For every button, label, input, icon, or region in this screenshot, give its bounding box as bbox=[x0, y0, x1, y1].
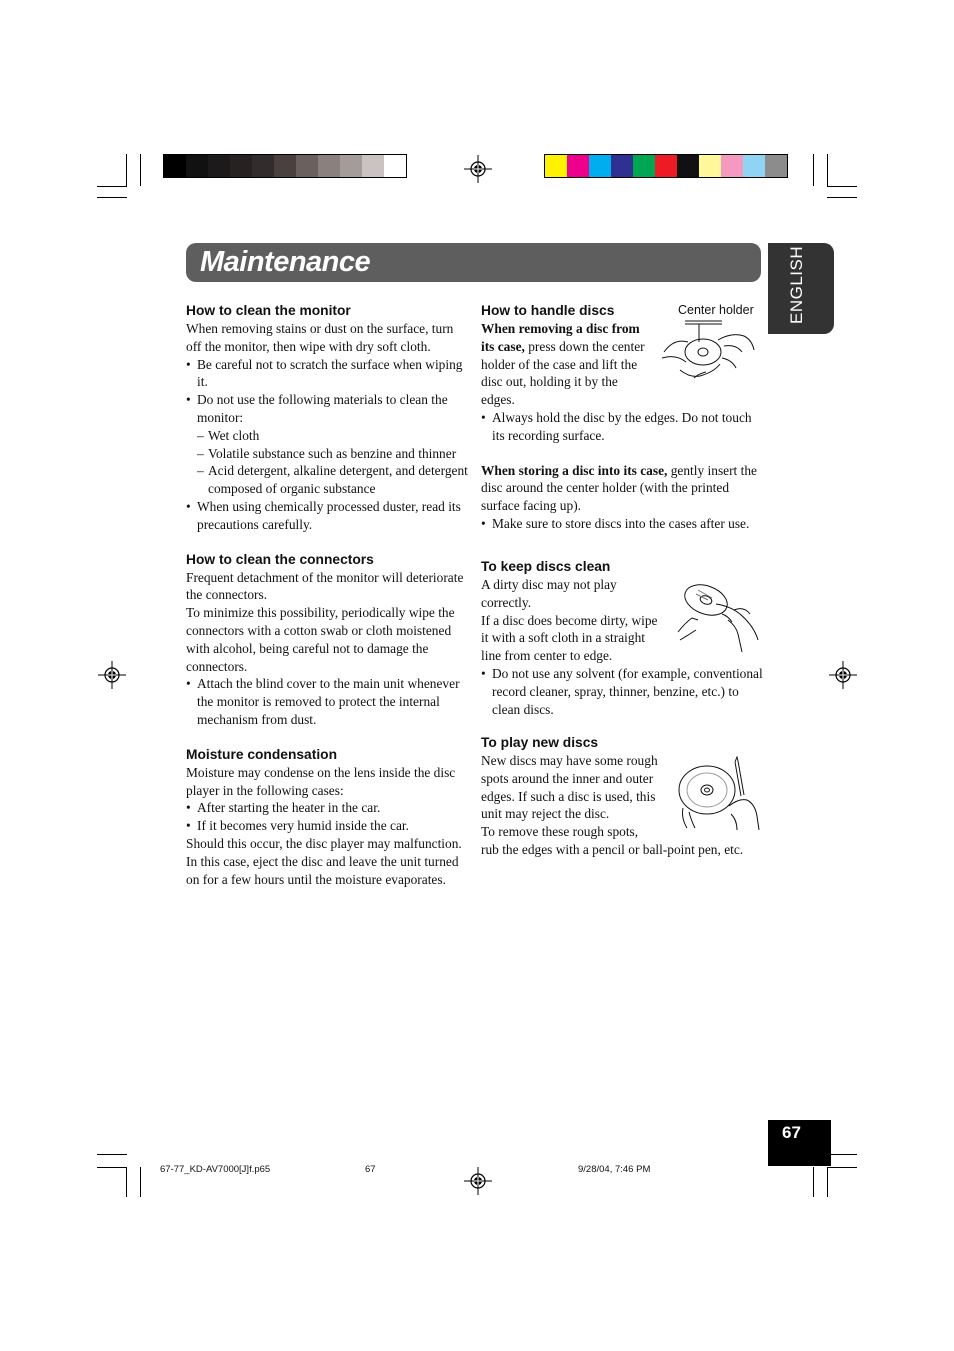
gray-swatch bbox=[186, 155, 208, 177]
title-banner bbox=[186, 243, 761, 282]
spacer bbox=[186, 729, 468, 746]
bullet-item: • Attach the blind cover to the main unit whenever the monitor is removed to protect the internal mechanism from dust. bbox=[186, 675, 468, 728]
bullet-item: • Always hold the disc by the edges. Do not touch its recording surface. bbox=[481, 409, 764, 445]
process-color-bar bbox=[544, 154, 788, 178]
crop-mark bbox=[827, 1154, 857, 1155]
gray-swatch bbox=[208, 155, 230, 177]
bullet-item: • Be careful not to scratch the surface when wiping it. bbox=[186, 356, 468, 392]
dash-item: – Volatile substance such as benzine and thinner bbox=[197, 445, 457, 461]
paragraph: Moisture may condense on the lens inside the disc player in the following cases: bbox=[186, 764, 456, 798]
gray-swatch bbox=[230, 155, 252, 177]
crop-mark bbox=[827, 197, 857, 198]
gray-swatch bbox=[164, 155, 186, 177]
crop-mark bbox=[97, 1167, 127, 1168]
footer-page: 67 bbox=[365, 1164, 376, 1175]
gray-swatch bbox=[296, 155, 318, 177]
dash-item: – Acid detergent, alkaline detergent, and detergent composed of organic substance bbox=[197, 463, 468, 497]
crop-mark bbox=[827, 1167, 857, 1168]
color-swatch bbox=[765, 155, 787, 177]
handle-line5: edges. bbox=[481, 392, 515, 408]
paragraph: When removing stains or dust on the surface, turn off the monitor, then wipe with dry soft cloth. bbox=[186, 321, 454, 354]
color-swatch bbox=[611, 155, 633, 177]
paragraph: To minimize this possibility, periodically wipe the connectors with a cotton swab or cloth moistened with alcohol, being careful not to damage the connectors. bbox=[186, 605, 455, 674]
handle-line3: holder of the case and lift the bbox=[481, 356, 638, 372]
registration-mark-icon bbox=[829, 661, 857, 689]
clean-line5: line from center to edge. bbox=[481, 648, 613, 664]
newdisc-line3: edges. If such a disc is used, this bbox=[481, 788, 656, 804]
disc-case-illustration bbox=[658, 318, 758, 382]
section-heading: To play new discs bbox=[481, 735, 599, 750]
section-heading: To keep discs clean bbox=[481, 559, 611, 574]
crop-mark bbox=[827, 186, 857, 187]
crop-mark bbox=[140, 154, 141, 186]
bullet-item: • Make sure to store discs into the cases after use. bbox=[481, 515, 764, 533]
crop-mark bbox=[97, 186, 127, 187]
handle-line2: press down the center bbox=[524, 338, 645, 354]
crop-mark bbox=[97, 197, 127, 198]
gray-swatch bbox=[340, 155, 362, 177]
color-swatch bbox=[721, 155, 743, 177]
gray-swatch bbox=[274, 155, 296, 177]
crop-mark bbox=[813, 154, 814, 186]
crop-mark bbox=[813, 1167, 814, 1197]
section-heading: How to handle discs bbox=[481, 303, 615, 318]
crop-mark bbox=[97, 1154, 127, 1155]
section-heading: How to clean the monitor bbox=[186, 303, 351, 318]
bullet-item: • If it becomes very humid inside the car. bbox=[186, 817, 468, 835]
dash-item: – Wet cloth bbox=[197, 427, 260, 443]
page-title: Maintenance bbox=[200, 246, 371, 278]
clean-line3: If a disc does become dirty, wipe bbox=[481, 612, 658, 628]
handle-line2-bold: its case, bbox=[481, 338, 525, 354]
section-heading: Moisture condensation bbox=[186, 746, 338, 762]
color-swatch bbox=[633, 155, 655, 177]
spacer bbox=[186, 534, 468, 551]
registration-mark-icon bbox=[98, 661, 126, 689]
bullet-item: • Do not use the following materials to clean the monitor: bbox=[186, 391, 468, 427]
handle-line1: When removing a disc from bbox=[481, 321, 640, 336]
page-number-box bbox=[768, 1120, 831, 1166]
bullet-item: • When using chemically processed duster, read its precautions carefully. bbox=[186, 498, 468, 534]
store-bold: When storing a disc into its case, bbox=[481, 462, 668, 478]
clean-line2: correctly. bbox=[481, 594, 532, 610]
crop-mark bbox=[140, 1167, 141, 1197]
color-swatch bbox=[567, 155, 589, 177]
disc-wiping-illustration bbox=[676, 580, 760, 656]
color-swatch bbox=[699, 155, 721, 177]
footer-filename: 67-77_KD-AV7000[J]f.p65 bbox=[160, 1164, 271, 1175]
newdisc-line2: spots around the inner and outer bbox=[481, 770, 654, 786]
clean-line1: A dirty disc may not play bbox=[481, 577, 617, 592]
crop-mark bbox=[827, 1167, 828, 1197]
store-text: gently insert the disc around the center holder (with the printed surface facing up). bbox=[481, 462, 757, 514]
crop-mark bbox=[827, 154, 828, 186]
newdisc-line4: unit may reject the disc. bbox=[481, 806, 610, 822]
clean-line4: it with a soft cloth in a straight bbox=[481, 630, 646, 646]
newdisc-line5: To remove these rough spots, bbox=[481, 824, 639, 840]
gray-swatch bbox=[362, 155, 384, 177]
registration-mark-icon bbox=[464, 1167, 492, 1195]
section-heading: How to clean the connectors bbox=[186, 551, 374, 567]
color-swatch bbox=[545, 155, 567, 177]
bullet-item: • After starting the heater in the car. bbox=[186, 799, 468, 817]
grayscale-color-bar bbox=[163, 154, 407, 178]
crop-mark bbox=[126, 154, 127, 186]
color-swatch bbox=[655, 155, 677, 177]
color-swatch bbox=[743, 155, 765, 177]
paragraph: Should this occur, the disc player may malfunction. In this case, eject the disc and leave the unit turned on for a few hours until the moisture evaporates. bbox=[186, 835, 462, 887]
newdisc-line6: rub the edges with a pencil or ball-point pen, etc. bbox=[481, 841, 744, 857]
left-column bbox=[186, 302, 468, 888]
language-tab-label: ENGLISH bbox=[787, 245, 806, 324]
disc-pencil-illustration bbox=[675, 756, 761, 832]
gray-swatch bbox=[252, 155, 274, 177]
gray-swatch bbox=[318, 155, 340, 177]
newdisc-line1: New discs may have some rough bbox=[481, 753, 658, 768]
gray-swatch bbox=[384, 155, 406, 177]
page-number: 67 bbox=[782, 1123, 801, 1142]
center-holder-caption: Center holder bbox=[678, 303, 754, 317]
registration-mark-icon bbox=[464, 155, 492, 183]
bullet-item: • Do not use any solvent (for example, conventional record cleaner, spray, thinner, benzine, etc.) to clean discs. bbox=[481, 665, 764, 718]
crop-mark bbox=[126, 1167, 127, 1197]
handle-line4: disc out, holding it by the bbox=[481, 374, 618, 390]
paragraph: Frequent detachment of the monitor will deteriorate the connectors. bbox=[186, 569, 464, 603]
language-tab bbox=[768, 243, 834, 334]
footer-date: 9/28/04, 7:46 PM bbox=[578, 1164, 651, 1175]
color-swatch bbox=[677, 155, 699, 177]
color-swatch bbox=[589, 155, 611, 177]
